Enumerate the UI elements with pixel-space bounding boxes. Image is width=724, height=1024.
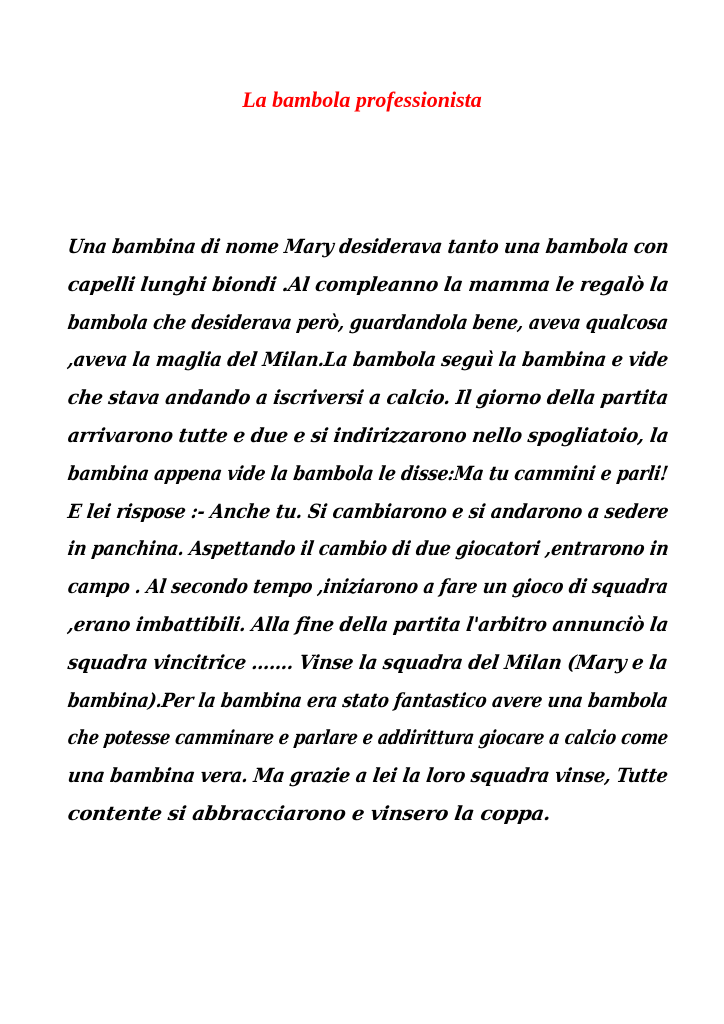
story-line: bambina appena vide la bambola le disse:Ma tu cammini e parli! (66, 461, 670, 485)
story-line: arrivarono tutte e due e si indirizzarono nello spogliatoio, la (66, 423, 671, 447)
story-line: in panchina. Aspettando il cambio di due giocatori ,entrarono in (66, 537, 671, 561)
story-line: ,aveva la maglia del Milan.La bambola seguì la bambina e vide (66, 348, 670, 372)
story-line: ,erano imbattibili. Alla fine della partita l'arbitro annunciò la (66, 612, 670, 636)
story-line: Una bambina di nome Mary desiderava tanto una bambola con (66, 235, 670, 258)
story-body (66, 228, 671, 833)
story-line: che stava andando a iscriversi a calcio. Il giorno della partita (66, 386, 670, 410)
story-line: campo . Al secondo tempo ,iniziarono a fare un gioco di squadra (66, 575, 670, 599)
story-line: bambina).Per la bambina era stato fantastico avere una bambola (66, 688, 670, 712)
document-title: La bambola professionista (242, 87, 482, 112)
story-line: E lei rispose :- Anche tu. Si cambiarono e si andarono a sedere (66, 499, 670, 523)
story-line: che potesse camminare e parlare e addirittura giocare a calcio come (66, 726, 670, 750)
story-line: squadra vincitrice ……. Vinse la squadra del Milan (Mary e la (66, 650, 670, 674)
story-line: contente si abbracciarono e vinsero la coppa. (66, 801, 553, 825)
story-line: bambola che desiderava però, guardandola bene, aveva qualcosa (66, 310, 670, 334)
story-line: una bambina vera. Ma grazie a lei la loro squadra vinse, Tutte (66, 764, 670, 788)
story-line: capelli lunghi biondi .Al compleanno la mamma le regalò la (66, 272, 671, 296)
